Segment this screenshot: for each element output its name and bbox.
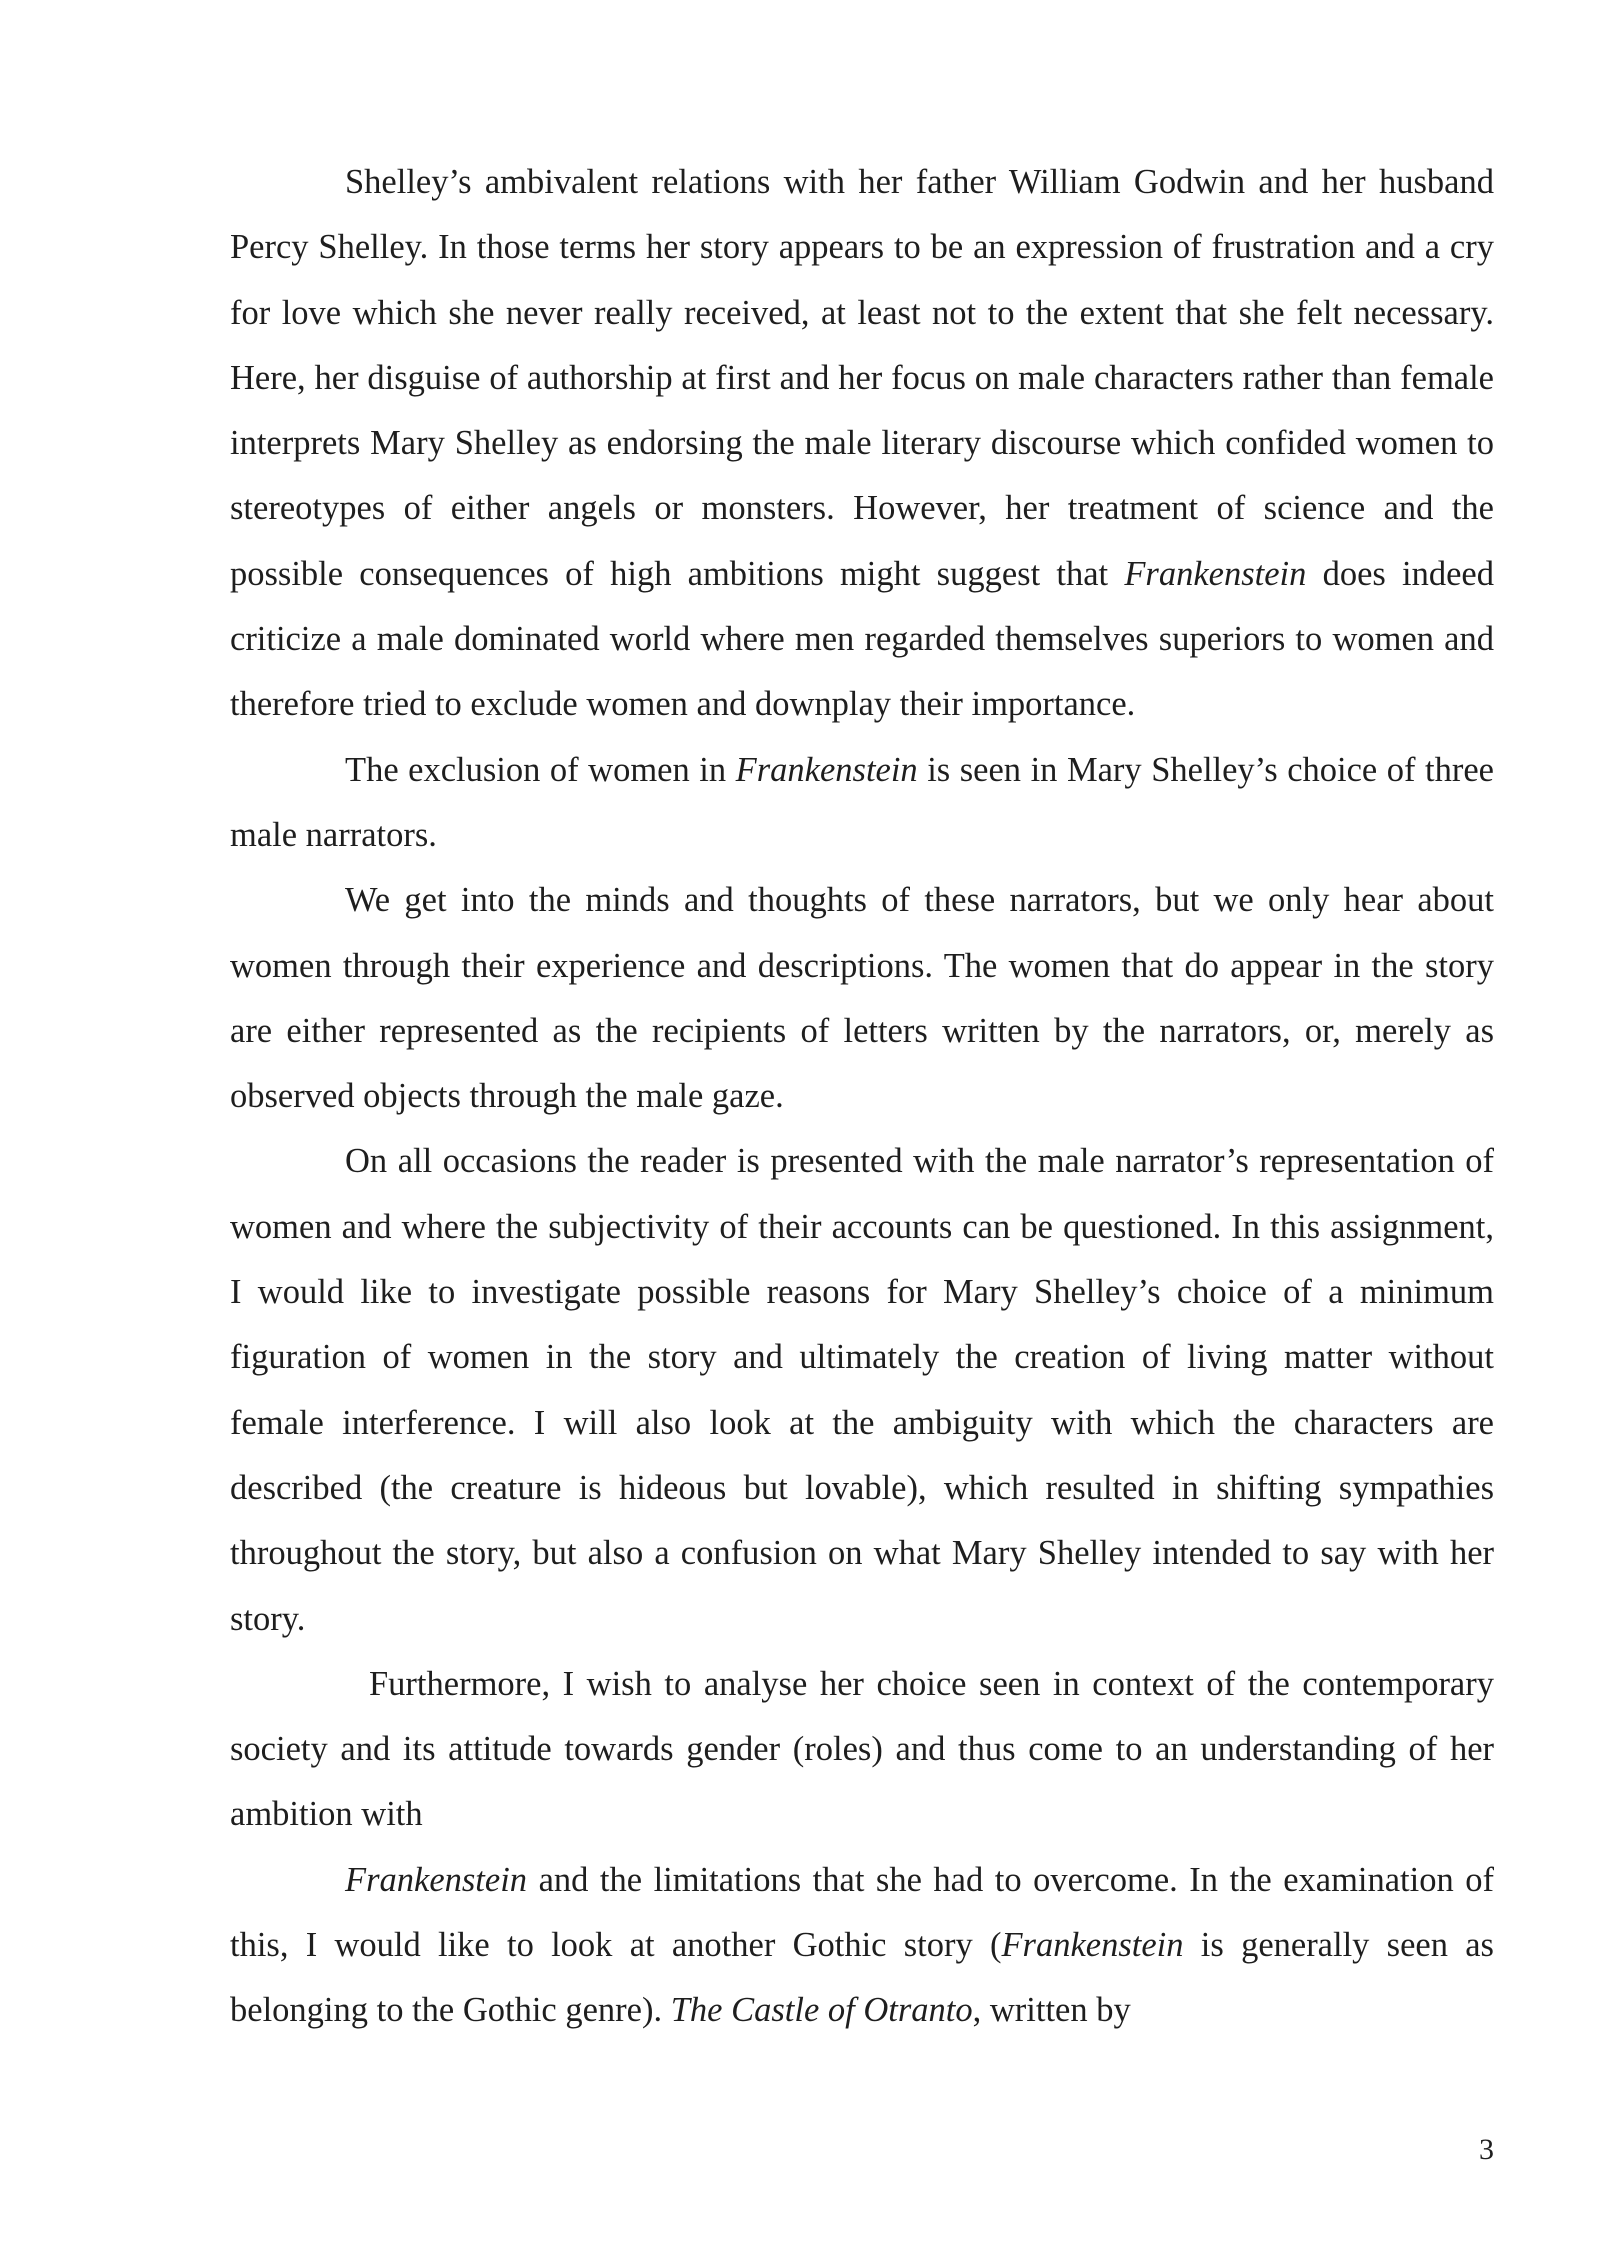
text-span: , written by [972, 1991, 1131, 2030]
paragraph [230, 1848, 1494, 2044]
paragraph: We get into the minds and thoughts of these narrators, but we only hear about women through their experience and descriptions. The women that do appear in the story are either represented as the recipients of letters written by the narrators, or, merely as observed objects through the male gaze. [230, 881, 1494, 1116]
body-text [230, 150, 1494, 2044]
page-number: 3 [1479, 2133, 1494, 2166]
text-span: and the limitations that she had to overcome. In the examination of this, I would like to look at another Gothic story ( [230, 1860, 1494, 1965]
text-span: does indeed criticize a male dominated world where men regarded themselves superiors to women and therefore tried to exclude women and downplay their importance. [230, 554, 1494, 724]
text-span: The exclusion of women in [345, 750, 736, 789]
paragraph [230, 150, 1494, 738]
italic-title: The Castle of Otranto [670, 1991, 973, 2030]
italic-title: Frankenstein [345, 1860, 528, 1899]
italic-title: Frankenstein [1124, 554, 1307, 593]
italic-title: Frankenstein [735, 750, 918, 789]
text-span: Shelley’s ambivalent relations with her father William Godwin and her husband Percy Shelley. In those terms her story appears to be an expression of frustration and a cry for love which she never really received, at least not to the extent that she felt necessary. Here, her disguise of authorship at first and her focus on male characters rather than female interprets Mary Shelley as endorsing the male literary discourse which confided women to stereotypes of either angels or monsters. However, her treatment of science and the possible consequences of high ambitions might suggest that [230, 163, 1494, 593]
text-span: is generally seen as belonging to the Gothic genre). [230, 1926, 1494, 2030]
paragraph: Furthermore, I wish to analyse her choice seen in context of the contemporary society and its attitude towards gender (roles) and thus come to an understanding of her ambition with [230, 1664, 1494, 1834]
text-span: is seen in Mary Shelley’s choice of three male narrators. [230, 750, 1494, 854]
paragraph [230, 738, 1494, 869]
italic-title: Frankenstein [1001, 1926, 1184, 1965]
paragraph: On all occasions the reader is presented with the male narrator’s representation of women and where the subjectivity of their accounts can be questioned. In this assignment, I would like to investigate possible reasons for Mary Shelley’s choice of a minimum figuration of women in the story and ultimately the creation of living matter without female interference. I will also look at the ambiguity with which the characters are described (the creature is hideous but lovable), which resulted in shifting sympathies throughout the story, but also a confusion on what Mary Shelley intended to say with her story. [230, 1142, 1494, 1638]
